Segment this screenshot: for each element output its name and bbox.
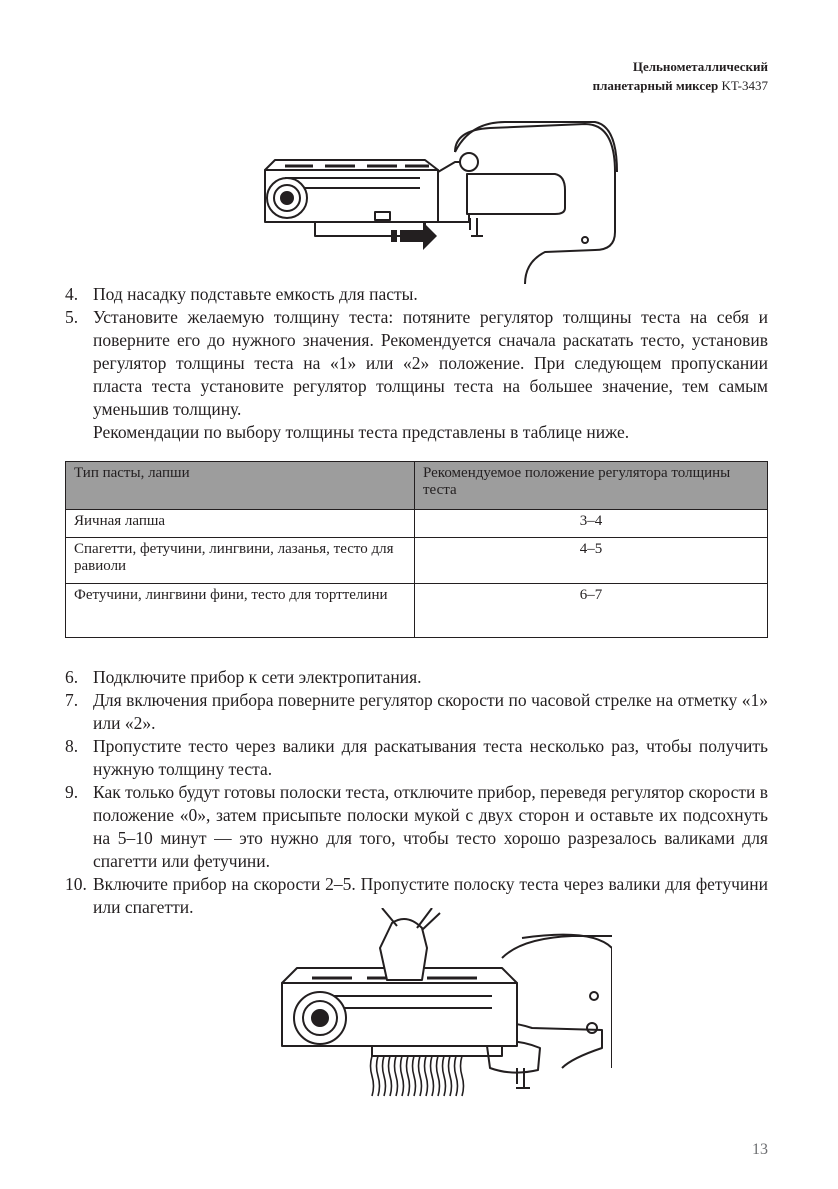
table-row (66, 584, 768, 638)
table-header-cell: Рекомендуемое положение регулятора толщины теста (415, 462, 768, 510)
table-cell-value: 6–7 (415, 584, 768, 638)
step-number: 10. (65, 874, 87, 894)
page-number: 13 (752, 1141, 768, 1158)
table-row (66, 510, 768, 538)
table-header-row (66, 462, 768, 510)
step-text: Для включения прибора поверните регулятор скорости по часовой стрелке на отметку «1» или «2». (93, 690, 768, 733)
instructions-list-top (65, 283, 768, 444)
table-row (66, 538, 768, 584)
step-item (65, 735, 768, 781)
step-item (65, 666, 768, 689)
step-text: Пропустите тесто через валики для раскатывания теста несколько раз, чтобы получить нужную толщину теста. (93, 736, 768, 779)
table-cell-value: 3–4 (415, 510, 768, 538)
table-cell-type: Фетучини, лингвини фини, тесто для торттелини (66, 584, 415, 638)
header-model: KT-3437 (721, 78, 768, 93)
table-note: Рекомендации по выбору толщины теста представлены в таблице ниже. (93, 422, 630, 442)
thickness-table (65, 461, 768, 638)
page-header (593, 57, 768, 95)
header-title-line2 (593, 76, 768, 95)
step-number: 9. (65, 782, 79, 802)
instructions-list-bottom (65, 666, 768, 919)
step-text: Как только будут готовы полоски теста, отключите прибор, переведя регулятор скорости в положение «0», затем присыпьте полоски мукой с двух сторон и оставьте их подсохнуть на 5–10 минут — это нужно для того, чтобы тесто хорошо разрезалось валиками для спагетти или фетучини. (93, 782, 768, 871)
step-number: 4. (65, 284, 79, 304)
table-header-cell: Тип пасты, лапши (66, 462, 415, 510)
step-text: Установите желаемую толщину теста: потяните регулятор толщины теста на себя и поверните его до нужного значения. Рекомендуется сначала раскатать тесто, установив регулятор толщины теста на «1» или «2» положение. При следующем пропускании пласта теста установите регулятор толщины теста на большее значение, тем самым уменьшив толщину. (93, 307, 768, 419)
header-product-name: планетарный миксер (592, 78, 719, 93)
step-item (65, 306, 768, 421)
step-number: 6. (65, 667, 79, 687)
step-number: 5. (65, 307, 79, 327)
pasta-roller-attach-illustration (255, 112, 620, 284)
table-cell-value: 4–5 (415, 538, 768, 584)
step-text: Подключите прибор к сети электропитания. (93, 667, 422, 687)
step-item (65, 689, 768, 735)
step-number: 7. (65, 690, 79, 710)
step-item (65, 283, 768, 306)
step-text: Включите прибор на скорости 2–5. Пропустите полоску теста через валики для фетучини или спагетти. (93, 874, 768, 917)
step-number: 8. (65, 736, 79, 756)
table-cell-type: Яичная лапша (66, 510, 415, 538)
table-cell-type: Спагетти, фетучини, лингвини, лазанья, тесто для равиоли (66, 538, 415, 584)
step-item (65, 781, 768, 873)
pasta-cutter-use-illustration (272, 908, 612, 1111)
header-title-line1: Цельнометаллический (632, 59, 768, 74)
step-text: Под насадку подставьте емкость для пасты. (93, 284, 418, 304)
